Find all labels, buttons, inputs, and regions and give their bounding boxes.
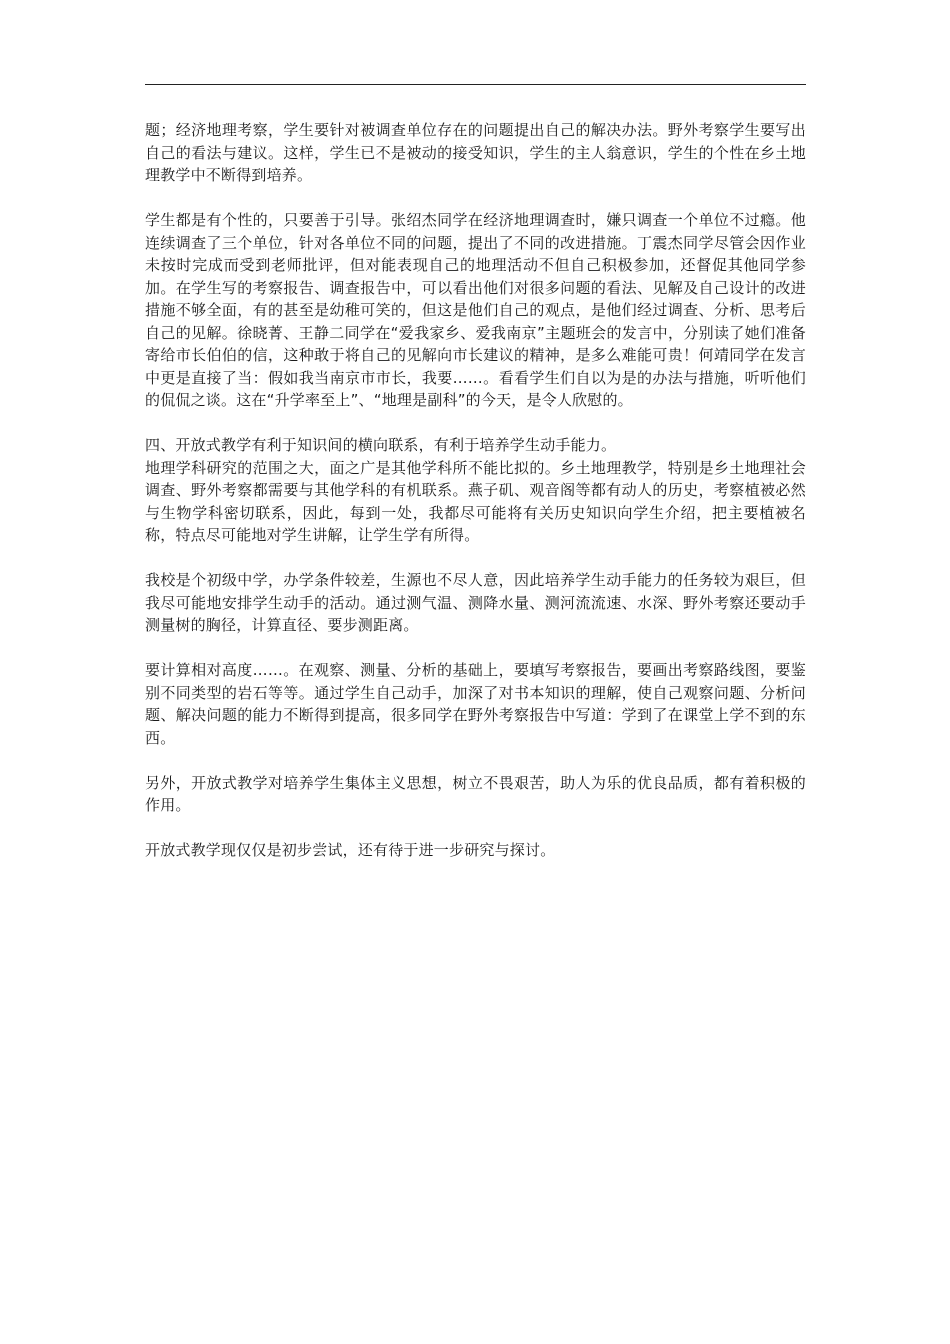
paragraph-interdisciplinary: 地理学科研究的范围之大，面之广是其他学科所不能比拟的。乡土地理教学，特别是乡土地理社会调查、野外考察都需要与其他学科的有机联系。燕子矶、观音阁等都有动人的历史，考察植被必然与生物学科密切联系，因此，每到一处，我都尽可能将有关历史知识向学生介绍，把主要植被名称，特点尽可能地对学生讲解，让学生学有所得。 (145, 458, 806, 544)
paragraph-conclusion: 开放式教学现仅仅是初步尝试，还有待于进一步研究与探讨。 (145, 841, 556, 859)
paragraph-continuation: 题；经济地理考察，学生要针对被调查单位存在的问题提出自己的解决办法。野外考察学生要写出自己的看法与建议。这样，学生已不是被动的接受知识，学生的主人翁意识，学生的个性在乡土地理教学中不断得到培养。 (145, 121, 806, 184)
header-rule (145, 84, 806, 85)
section-heading-four: 四、开放式教学有利于知识间的横向联系，有利于培养学生动手能力。 (145, 436, 617, 454)
paragraph-collectivism: 另外，开放式教学对培养学生集体主义思想，树立不畏艰苦，助人为乐的优良品质，都有着积极的作用。 (145, 773, 806, 814)
paragraph-student-individuality: 学生都是有个性的，只要善于引导。张绍杰同学在经济地理调查时，嫌只调查一个单位不过瘾。他连续调查了三个单位，针对各单位不同的问题，提出了不同的改进措施。丁震杰同学尽管会因作业未按时完成而受到老师批评，但对能表现自己的地理活动不但自己积极参加，还督促其他同学参加。在学生写的考察报告、调查报告中，可以看出他们对很多问题的看法、见解及自己设计的改进措施不够全面，有的甚至是幼稚可笑的，但这是他们自己的观点，是他们经过调查、分析、思考后自己的见解。徐晓菁、王静二同学在“爱我家乡、爱我南京”主题班会的发言中，分别读了她们准备寄给市长伯伯的信，这种敢于将自己的见解向市长建议的精神，是多么难能可贵！何靖同学在发言中更是直接了当：假如我当南京市市长，我要……。看看学生们自以为是的办法与措施，听听他们的侃侃之谈。这在“升学率至上”、“地理是副科”的今天，是令人欣慰的。 (145, 211, 806, 409)
document-body (145, 119, 806, 862)
paragraph-relative-height: 要计算相对高度……。在观察、测量、分析的基础上，要填写考察报告，要画出考察路线图，要鉴别不同类型的岩石等等。通过学生自己动手，加深了对书本知识的理解，使自己观察问题、分析问题、解决问题的能力不断得到提高，很多同学在野外考察报告中写道：学到了在课堂上学不到的东西。 (145, 661, 806, 747)
paragraph-hands-on-activities: 我校是个初级中学，办学条件较差，生源也不尽人意，因此培养学生动手能力的任务较为艰巨，但我尽可能地安排学生动手的活动。通过测气温、测降水量、测河流流速、水深、野外考察还要动手测量树的胸径，计算直径、要步测距离。 (145, 571, 806, 634)
